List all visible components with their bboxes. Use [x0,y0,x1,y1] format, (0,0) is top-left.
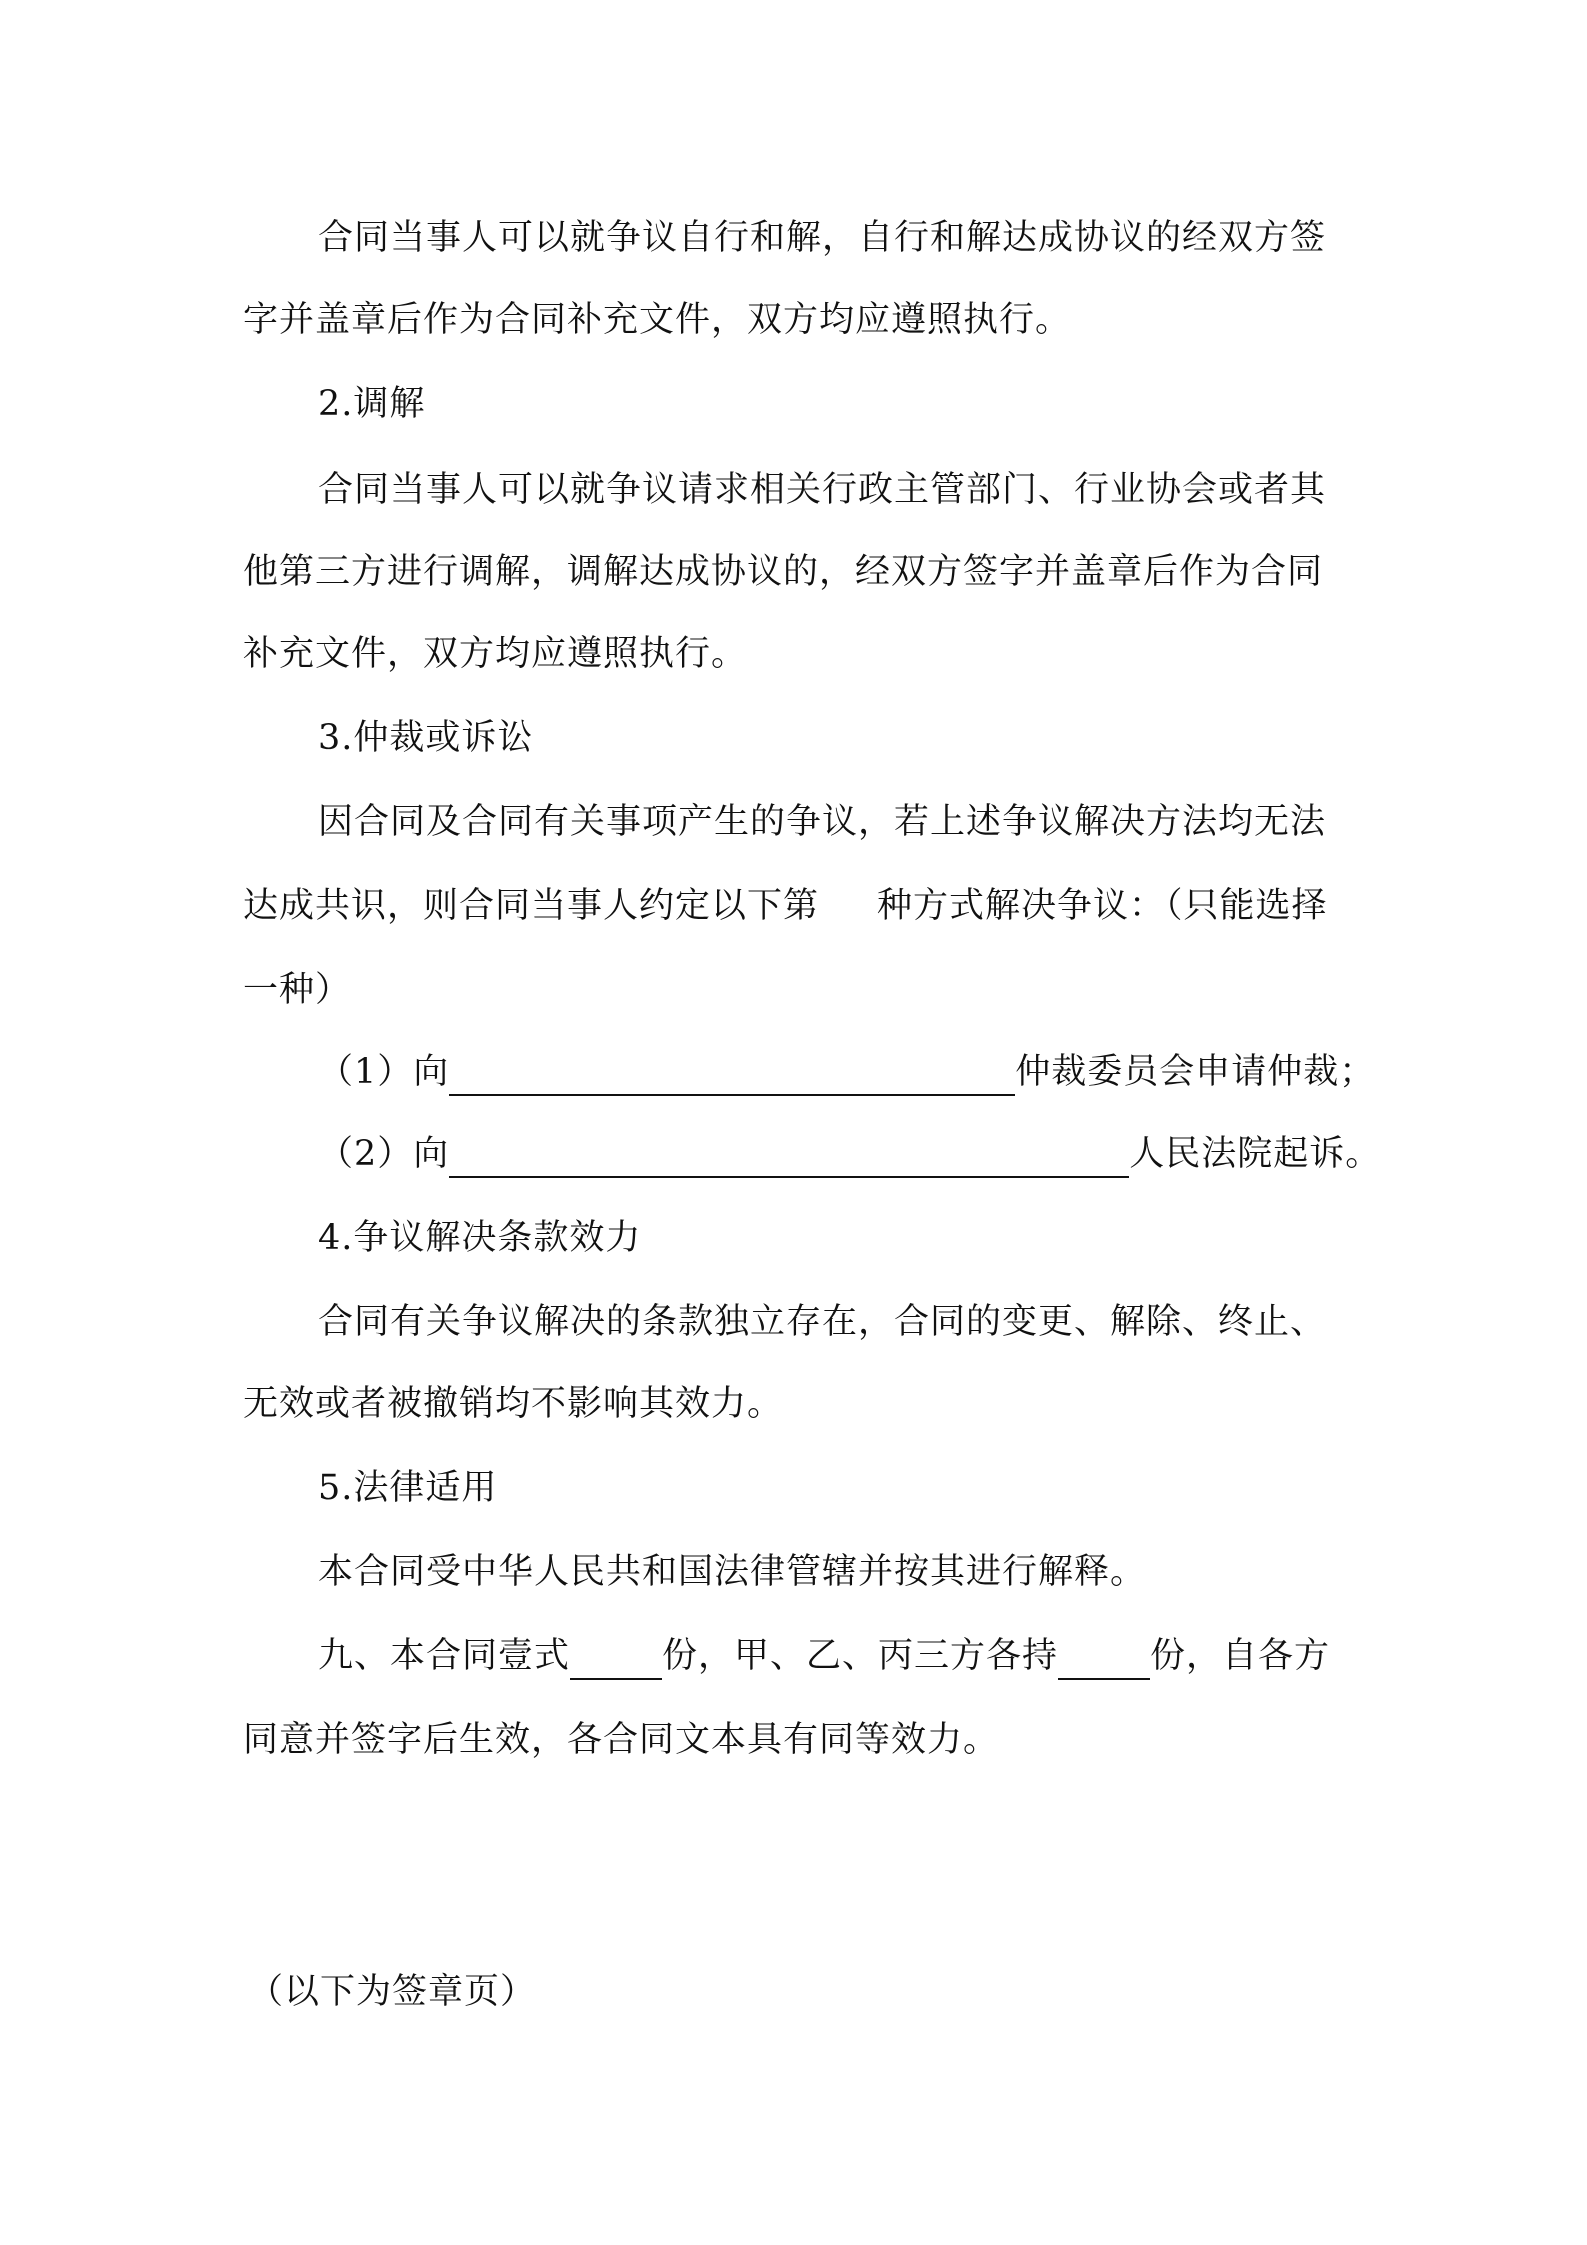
section-heading: 4.争议解决条款效力 [318,1218,642,1258]
fill-in-blank[interactable] [1058,1638,1150,1680]
paragraph-text-segment: 份，自各方 [1150,1636,1331,1676]
option-suffix: 人民法院起诉。 [1129,1134,1382,1174]
paragraph-text: 无效或者被撤销均不影响其效力。 [243,1384,784,1424]
option-suffix: 仲裁委员会申请仲裁； [1015,1052,1376,1092]
paragraph-text: 一种） [243,970,352,1010]
footer-note: （以下为签章页） [248,1972,537,2012]
paragraph-text [243,882,1363,930]
paragraph-text [318,1632,1363,1680]
paragraph-text-segment: 九、本合同壹式 [318,1636,571,1676]
paragraph-text: 因合同及合同有关事项产生的争议，若上述争议解决方法均无法 [318,802,1327,842]
fill-in-blank[interactable] [570,1638,662,1680]
section-heading: 5.法律适用 [318,1468,498,1508]
paragraph-text-segment: 种方式解决争议：（只能选择 [877,886,1328,926]
option-line-2 [318,1130,1438,1178]
option-prefix: （2）向 [318,1134,450,1174]
paragraph-text-segment: 份，甲、乙、丙三方各持 [662,1636,1059,1676]
paragraph-text: 合同当事人可以就争议请求相关行政主管部门、行业协会或者其 [318,470,1327,510]
paragraph-text: 合同当事人可以就争议自行和解，自行和解达成协议的经双方签 [318,218,1327,258]
paragraph-text: 同意并签字后生效，各合同文本具有同等效力。 [243,1720,1000,1760]
paragraph-text: 合同有关争议解决的条款独立存在，合同的变更、解除、终止、 [318,1302,1327,1342]
section-heading: 3.仲裁或诉讼 [318,718,534,758]
option-line-1 [318,1048,1438,1096]
fill-in-blank[interactable] [449,1136,1129,1178]
section-heading: 2.调解 [318,384,426,424]
fill-in-blank[interactable] [449,1054,1015,1096]
paragraph-text-segment: 达成共识，则合同当事人约定以下第 [243,886,820,926]
paragraph-text: 字并盖章后作为合同补充文件，双方均应遵照执行。 [243,300,1072,340]
paragraph-text: 他第三方进行调解，调解达成协议的，经双方签字并盖章后作为合同 [243,552,1324,592]
paragraph-text: 补充文件，双方均应遵照执行。 [243,634,748,674]
paragraph-text: 本合同受中华人民共和国法律管辖并按其进行解释。 [318,1552,1147,1592]
option-prefix: （1）向 [318,1052,450,1092]
